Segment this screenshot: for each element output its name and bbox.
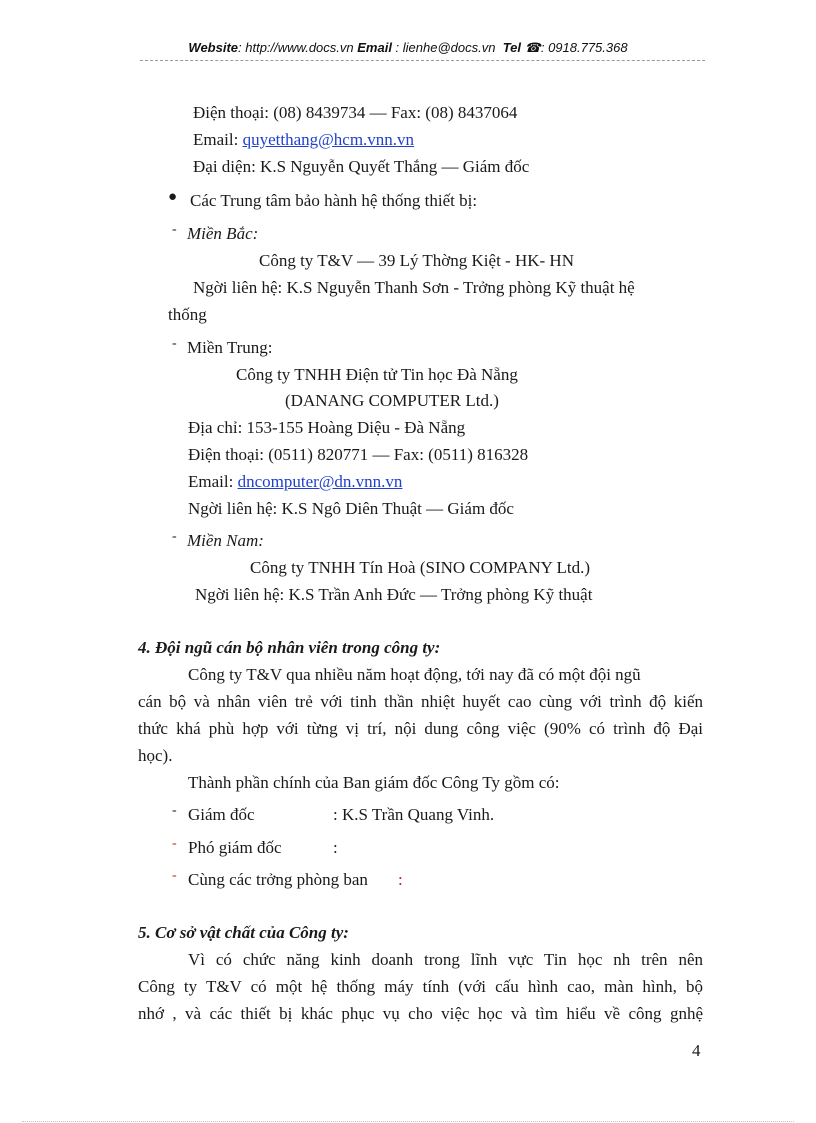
board-intro: Thành phần chính của Ban giám đốc Công Ty gồm có: [188,773,560,792]
central-email-link[interactable]: dncomputer@dn.vnn.vn [237,472,403,491]
dash-icon: - [172,529,177,544]
north-contact-cont: thống [168,305,207,324]
top-email-label: Email: [193,130,243,149]
section-4-paragraph-line: học). [138,746,173,765]
page-header [0,40,816,56]
region-north-label: Miền Bắc: [187,224,259,243]
member-role: Cùng các trởng phòng ban [188,870,368,889]
member-value: : [333,838,338,857]
website-value: : http://www.docs.vn [238,40,354,55]
section-4-paragraph-line: thức khá phù hợp với từng vị trí, nội dung công việc (90% có trình độ Đại [138,719,703,738]
email-label: Email [357,40,392,55]
section-4-paragraph-line: Công ty T&V qua nhiều năm hoạt động, tới nay đã có một đội ngũ [188,665,641,684]
dash-icon: - [172,803,177,818]
warranty-title: Các Trung tâm bảo hành hệ thống thiết bị: [190,191,478,210]
region-south-label: Miền Nam: [187,531,264,550]
central-email-label: Email: [188,472,238,491]
region-central-label: Miền Trung: [187,338,273,357]
dash-icon: - [172,868,177,883]
top-phone-fax: Điện thoại: (08) 8439734 — Fax: (08) 8437064 [193,103,518,122]
section-5-paragraph-line: Vì có chức năng kinh doanh trong lĩnh vực Tin học nh trên nên [188,950,703,969]
tel-label: Tel [502,40,522,55]
member-value: : K.S Trần Quang Vinh. [333,805,495,824]
dash-icon: - [172,836,177,851]
website-label: Website [188,40,239,55]
page-number: 4 [692,1041,701,1060]
central-phone-fax: Điện thoại: (0511) 820771 — Fax: (0511) 816328 [188,445,529,464]
central-company: Công ty TNHH Điện tử Tin học Đà Nẵng [236,365,518,384]
section-5-paragraph-line: nhớ , và các thiết bị khác phục vụ cho việc học và tìm hiểu về công gnhệ [138,1004,703,1023]
top-representative: Đại diện: K.S Nguyễn Quyết Thắng — Giám đốc [193,157,530,176]
dash-icon: - [172,222,177,237]
central-address: Địa chỉ: 153-155 Hoàng Diệu - Đà Nẵng [188,418,466,437]
bullet-icon: ● [168,189,178,205]
section-4-paragraph-line: cán bộ và nhân viên trẻ với tinh thần nhiệt huyết cao cùng với trình độ kiến [138,692,703,711]
page-bottom-border [22,1121,794,1122]
south-contact: Ngời liên hệ: K.S Trần Anh Đức — Trởng phòng Kỹ thuật [195,585,593,604]
central-email-line [188,472,402,492]
top-email-line [193,130,414,150]
tel-value: : 0918.775.368 [540,40,628,55]
central-company-en: (DANANG COMPUTER Ltd.) [285,391,499,410]
section-4-heading: 4. Đội ngũ cán bộ nhân viên trong công ty: [138,638,441,657]
central-contact: Ngời liên hệ: K.S Ngô Diên Thuật — Giám đốc [188,499,514,518]
email-value: : lienhe@docs.vn [391,40,496,55]
member-role: Giám đốc [188,805,255,824]
section-5-heading: 5. Cơ sở vật chất của Công ty: [138,923,349,942]
dash-icon: - [172,336,177,351]
phone-icon: ☎ [524,40,541,55]
member-value: : [398,870,403,889]
north-contact: Ngời liên hệ: K.S Nguyễn Thanh Sơn - Trởng phòng Kỹ thuật hệ [193,278,635,297]
north-company: Công ty T&V — 39 Lý Thờng Kiệt - HK- HN [259,251,574,270]
member-role: Phó giám đốc [188,838,282,857]
south-company: Công ty TNHH Tín Hoà (SINO COMPANY Ltd.) [250,558,591,577]
section-5-paragraph-line: Công ty T&V có một hệ thống máy tính (với cấu hình cao, màn hình, bộ [138,977,703,996]
top-email-link[interactable]: quyetthang@hcm.vnn.vn [242,130,415,149]
header-divider [140,60,705,61]
